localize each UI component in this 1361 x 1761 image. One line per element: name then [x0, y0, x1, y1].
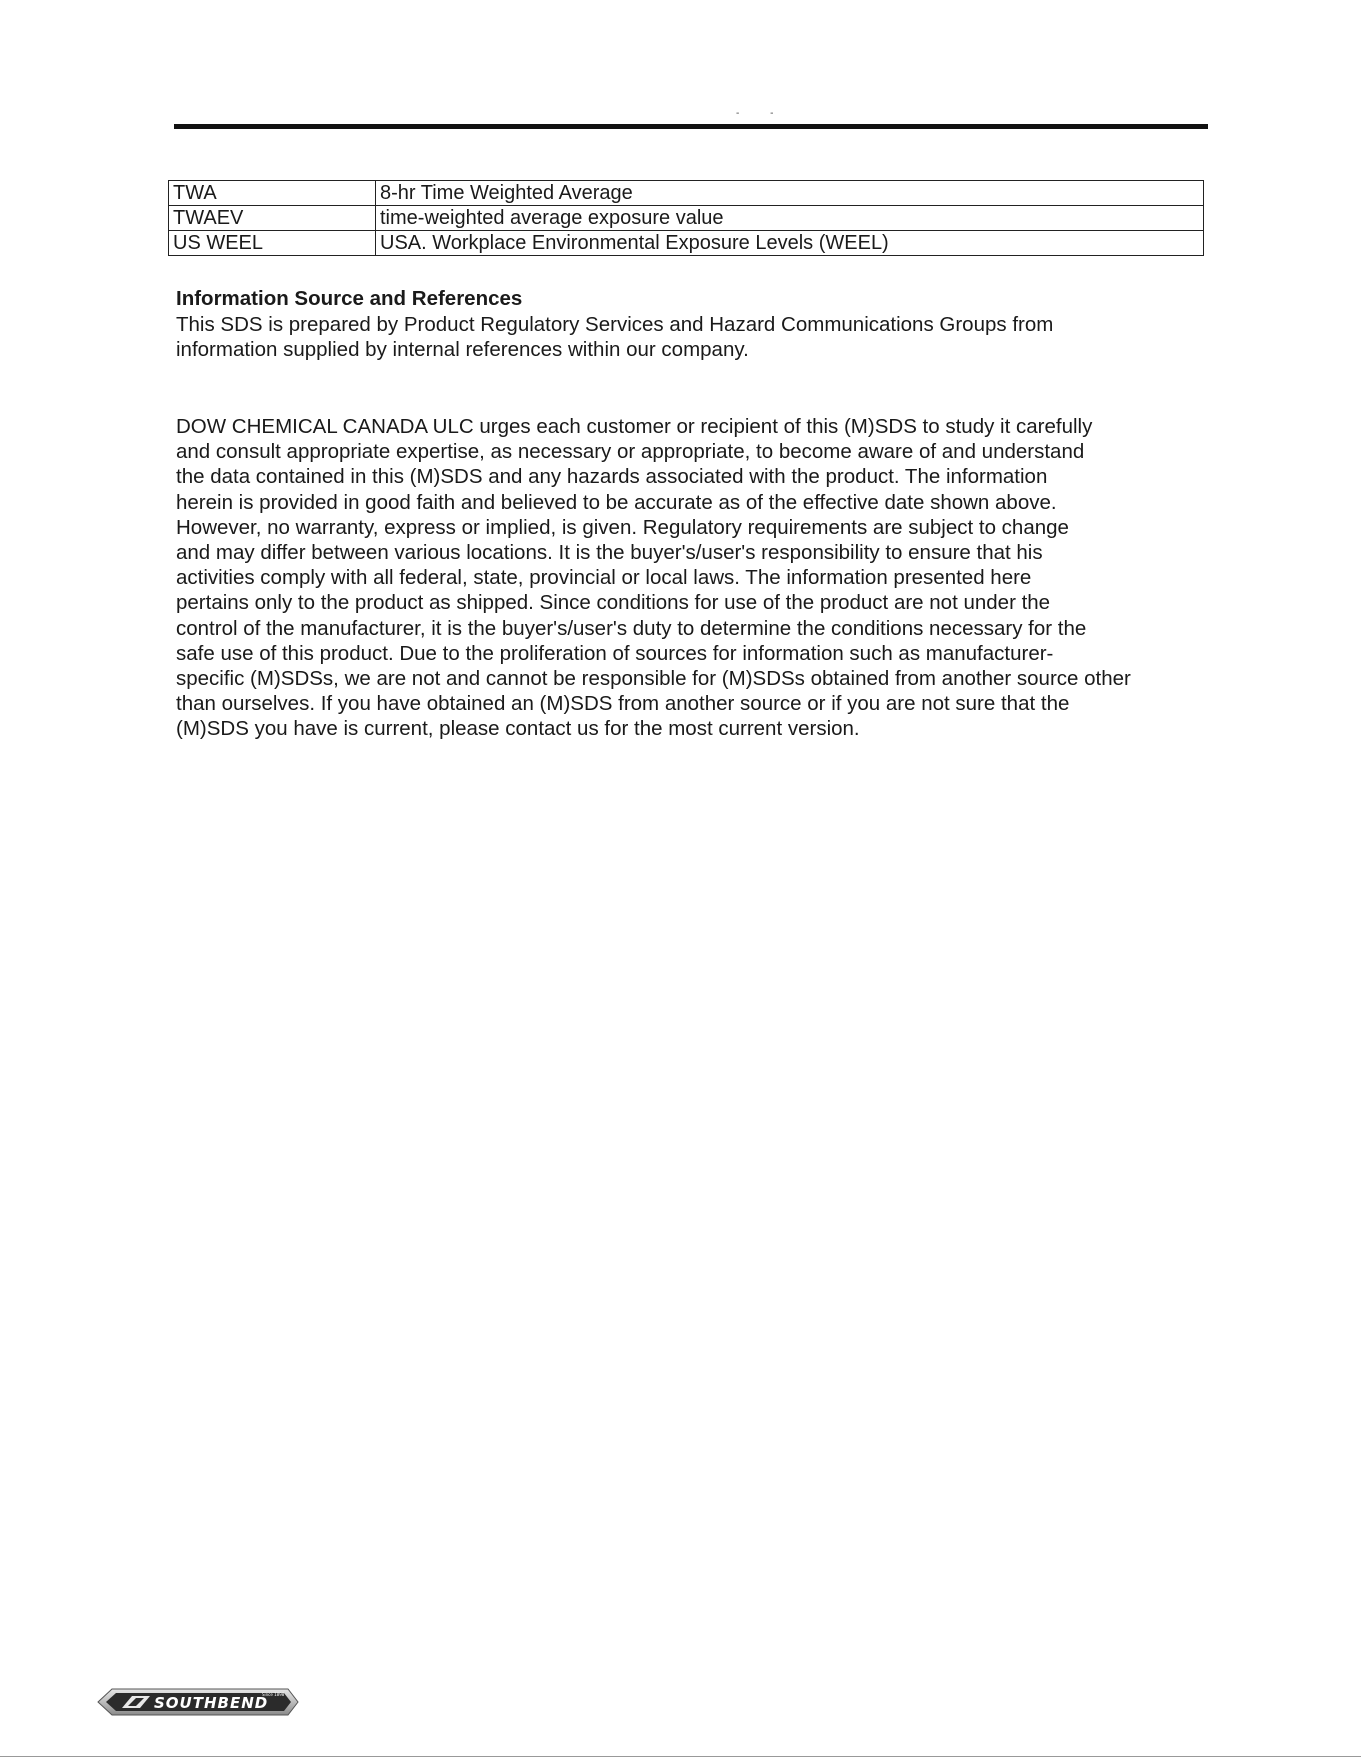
section-heading: Information Source and References	[176, 287, 523, 310]
header-marks: - -	[736, 108, 788, 119]
abbreviation-term: TWAEV	[169, 206, 376, 231]
abbreviation-term: TWA	[169, 181, 376, 206]
info-paragraph: This SDS is prepared by Product Regulatory Services and Hazard Communications Groups from information supplied by internal references within our company.	[176, 313, 1054, 362]
header-rule	[174, 124, 1208, 129]
logo-tagline: Since 1898	[262, 1692, 285, 1697]
abbreviations-table	[168, 180, 1204, 256]
logo-text: SOUTHBEND	[154, 1694, 269, 1712]
abbreviation-definition: 8-hr Time Weighted Average	[376, 181, 1204, 206]
southbend-logo	[92, 1687, 302, 1717]
table-row	[169, 181, 1204, 206]
table-row	[169, 231, 1204, 256]
disclaimer-paragraph: DOW CHEMICAL CANADA ULC urges each customer or recipient of this (M)SDS to study it carefully and consult appropriate expertise, as necessary or appropriate, to become aware of and understand the data contained in this (M)SDS and any hazards associated with the product. The information herein is provided in good faith and believed to be accurate as of the effective date shown above. However, no warranty, express or implied, is given. Regulatory requirements are subject to change and may differ between various locations. It is the buyer's/user's responsibility to ensure that his activities comply with all federal, state, provincial or local laws. The information presented here pertains only to the product as shipped. Since conditions for use of the product are not under the control of the manufacturer, it is the buyer's/user's duty to determine the conditions necessary for the safe use of this product. Due to the proliferation of sources for information such as manufacturer- specific (M)SDSs, we are not and cannot be responsible for (M)SDSs obtained from another source other than ourselves. If you have obtained an (M)SDS from another source or if you are not sure that the (M)SDS you have is current, please contact us for the most current version.	[176, 415, 1131, 741]
abbreviation-term: US WEEL	[169, 231, 376, 256]
abbreviation-definition: time-weighted average exposure value	[376, 206, 1204, 231]
table-row	[169, 206, 1204, 231]
abbreviation-definition: USA. Workplace Environmental Exposure Levels (WEEL)	[376, 231, 1204, 256]
page-edge-line	[0, 1756, 1361, 1757]
